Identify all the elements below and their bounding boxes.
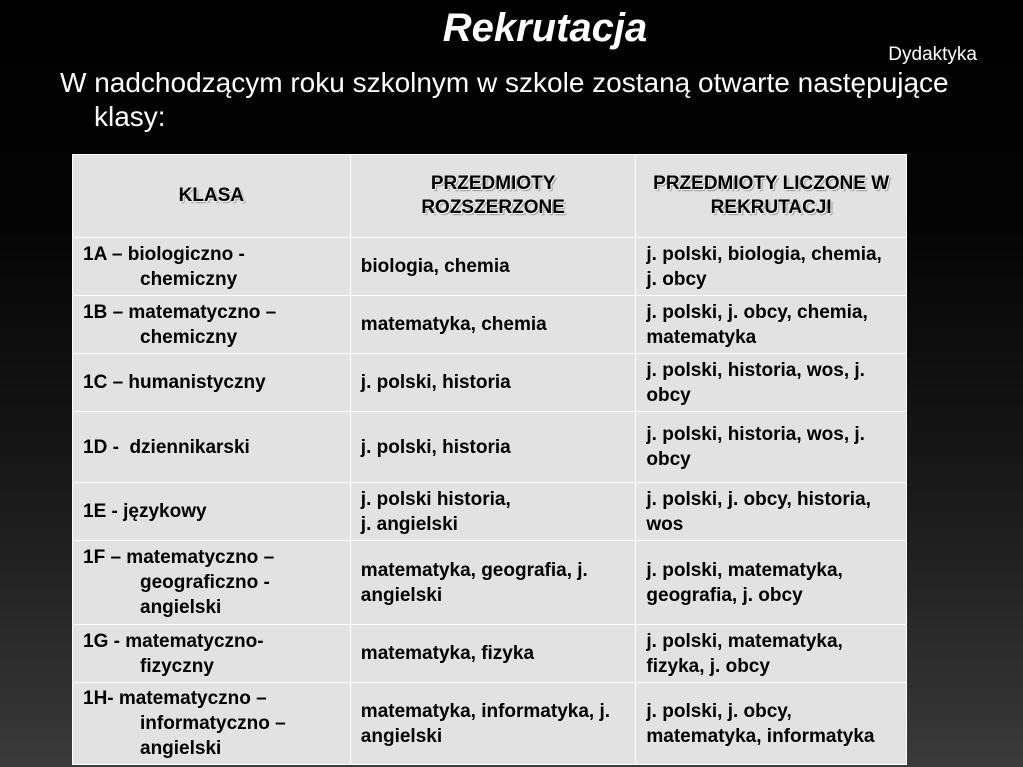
klasa-text: 1H- matematyczno – informatyczno – angielski: [83, 688, 291, 759]
table-row: [73, 296, 907, 354]
cell-rekrutacja: [636, 683, 907, 765]
table-row: [73, 483, 907, 541]
cell-rekrutacja: [636, 354, 907, 412]
cell-klasa: [73, 238, 351, 296]
header-przedmioty-rekrutacja: PRZEDMIOTY LICZONE W REKRUTACJI: [636, 155, 907, 238]
slide-title: Rekrutacja: [442, 6, 648, 50]
rozszerzone-text: matematyka, fizyka: [360, 643, 535, 664]
rekrutacja-text: j. polski, historia, wos, j. obcy: [646, 424, 865, 470]
rekrutacja-text: j. polski, j. obcy, matematyka, informatyka: [646, 700, 875, 747]
rekrutacja-text: j. polski, historia, wos, j. obcy: [646, 359, 865, 406]
rekrutacja-text: j. polski, matematyka, fizyka, j. obcy: [646, 630, 843, 677]
cell-rozszerzone: [350, 412, 636, 483]
klasa-text: 1F – matematyczno – geograficzno - angielski: [83, 547, 280, 618]
rekrutacja-text: j. polski, matematyka, geografia, j. obcy: [646, 559, 843, 606]
cell-rozszerzone: [350, 238, 636, 296]
cell-rekrutacja: [636, 541, 907, 625]
cell-rozszerzone: [350, 483, 636, 541]
table-row: [73, 541, 907, 625]
table-row: [73, 238, 907, 296]
cell-rekrutacja: [636, 238, 907, 296]
table-row: [73, 412, 907, 483]
cell-rekrutacja: [636, 296, 907, 354]
rozszerzone-text: j. polski historia, j. angielski: [360, 488, 511, 535]
rozszerzone-text: biologia, chemia: [360, 256, 510, 277]
cell-klasa: [73, 683, 351, 765]
cell-klasa: [73, 354, 351, 412]
rekrutacja-text: j. polski, biologia, chemia, j. obcy: [646, 243, 882, 290]
klasa-text: 1D - dziennikarski: [83, 436, 250, 458]
header-przedmioty-rozszerzone: PRZEDMIOTY ROZSZERZONE: [350, 155, 636, 238]
klasa-text: 1E - językowy: [83, 501, 207, 522]
cell-rekrutacja: [636, 625, 907, 683]
table-row: [73, 683, 907, 765]
cell-klasa: [73, 483, 351, 541]
cell-klasa: [73, 296, 351, 354]
table-row: [73, 354, 907, 412]
cell-rozszerzone: [350, 296, 636, 354]
header-klasa: KLASA: [73, 155, 351, 238]
cell-klasa: [73, 412, 351, 483]
cell-rekrutacja: [636, 412, 907, 483]
rozszerzone-text: matematyka, informatyka, j. angielski: [360, 700, 611, 747]
rekrutacja-text: j. polski, j. obcy, historia, wos: [646, 488, 871, 535]
rozszerzone-text: matematyka, chemia: [360, 314, 547, 335]
rozszerzone-text: j. polski, historia: [360, 436, 511, 458]
cell-klasa: [73, 625, 351, 683]
rekrutacja-text: j. polski, j. obcy, chemia, matematyka: [646, 301, 868, 348]
classes-table: [72, 154, 907, 765]
table-header-row: [73, 155, 907, 238]
cell-rekrutacja: [636, 483, 907, 541]
intro-text: W nadchodzącym roku szkolnym w szkole zostaną otwarte następujące klasy:: [60, 67, 949, 132]
cell-rozszerzone: [350, 541, 636, 625]
klasa-text: 1G - matematyczno- fizyczny: [83, 630, 269, 677]
cell-rozszerzone: [350, 683, 636, 765]
klasa-text: 1B – matematyczno – chemiczny: [83, 301, 282, 348]
category-label: Dydaktyka: [888, 44, 977, 65]
cell-klasa: [73, 541, 351, 625]
rozszerzone-text: matematyka, geografia, j. angielski: [360, 559, 588, 606]
klasa-text: 1A – biologiczno - chemiczny: [83, 243, 251, 290]
cell-rozszerzone: [350, 625, 636, 683]
cell-rozszerzone: [350, 354, 636, 412]
klasa-text: 1C – humanistyczny: [83, 372, 266, 393]
rozszerzone-text: j. polski, historia: [360, 372, 511, 393]
table-row: [73, 625, 907, 683]
